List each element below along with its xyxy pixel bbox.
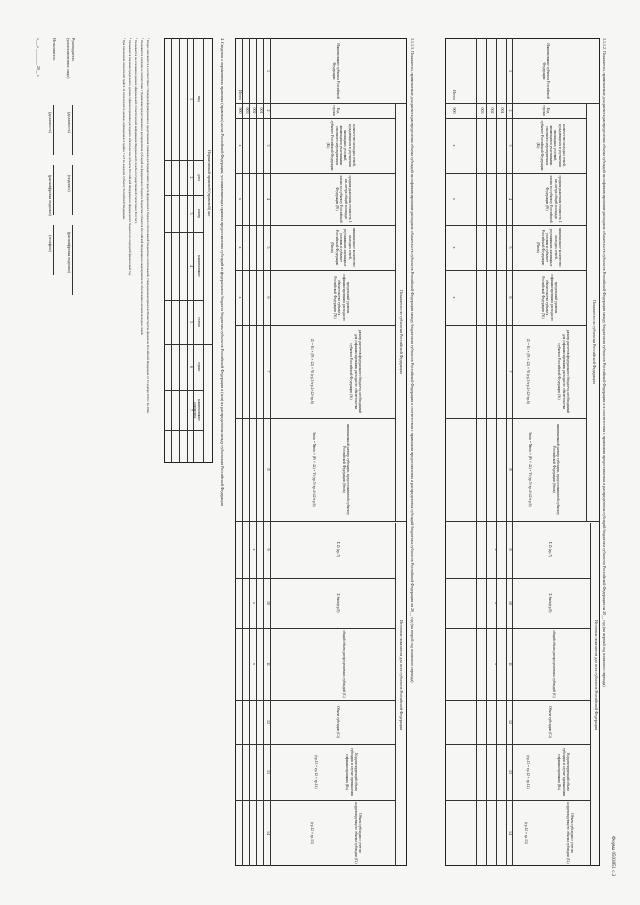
section4-col-name: наименование <box>197 255 201 277</box>
formula8-1: Smin = Nmin × (Pi × 42) × Yi (гр.5×гр.4×42×гр.6) <box>528 432 532 507</box>
col-code-2: Код строки <box>331 105 340 116</box>
row-code: 001 <box>500 107 505 114</box>
col6-1: предельный уровень софинансирования расходного обязательства субъекта Российской Федерации (Yi) <box>541 274 558 321</box>
sign-phone: (телефон) <box>48 235 53 252</box>
section4-col-law: статья <box>197 317 201 327</box>
formula13-2: (гр.13 = гр.12 × гр.14) <box>314 755 318 789</box>
col10-2: Σ Smin(гр.8) <box>336 593 340 613</box>
table-section2 <box>235 38 407 866</box>
total-label: Итого <box>452 89 457 101</box>
formula8-2: Smin = Nmin × (Pi × 42) × Yi (гр.5×гр.4×42×гр.6) <box>312 432 316 507</box>
col8-1: минимальный размер субсидии, предоставляемой субъекту Российской Федерации (Smin) <box>551 424 560 515</box>
col5-1: минимальное количество молодых семей, улучшивших жилищные условия в субъекте Российской Федерации (Nmin) <box>536 228 562 267</box>
total-code: 900 <box>452 107 457 114</box>
row-code: 003 <box>245 107 250 114</box>
footnote: ¹ Раздел заполняется в соответствии с Порядком формирования и представления главными распорядителями средств федерального бюджета обоснований бюджетных ассигнований, утвержденным приказом Министерства финансов Российской Федерации от 15 ноября 2016 г. № 209н. <box>146 38 150 414</box>
col9-1: Σ Zi (гр.7) <box>548 541 552 558</box>
col4-2: средняя рыночная стоимость 1 кв. метра общей площади жилья по субъекту Российской Федерации (Рi) <box>335 175 352 223</box>
total-code: 900 <box>238 107 243 114</box>
col11-2: общий объем распределяемых субсидий (С) <box>342 630 346 698</box>
col3-2: количество молодых семей, нуждающихся в улучшении жилищных условий, являющихся участниками основного мероприятия в субъекте Российской Федерации (Кi) <box>326 120 356 171</box>
col13-2: Корректирующий объем субсидии в случае превышения софинансирования (Кs) <box>345 747 358 797</box>
col14-2: Объем субсидии с учетом корректирующего объема субсидии (Сi) <box>353 802 362 864</box>
col14-1: Объем субсидии с учетом корректирующего объема субсидии (Сi) <box>565 802 574 864</box>
section4-col-article: пункт <box>197 362 201 372</box>
sign-name-2: (расшифровка подписи) <box>48 175 53 216</box>
col11-1: общий объем распределяемых субсидий (С) <box>552 630 556 698</box>
section4-col-date: дата <box>197 174 201 181</box>
section4-group-act: Нормативный правовой (правовой) акт <box>207 150 212 217</box>
row-code: 002 <box>252 107 257 114</box>
form-code: Форма 0503851 с.3 <box>610 836 615 877</box>
sign-role: (должность) <box>67 112 72 133</box>
col5-2: минимальное количество молодых семей, улучшивших жилищные условия в субъекте Российской Федерации (Nmin) <box>330 228 356 267</box>
section4-col-number: номер <box>197 208 201 219</box>
row-code: 003 <box>480 107 485 114</box>
total-label: Итого <box>238 89 243 101</box>
col3-1: количество молодых семей, нуждающихся в улучшении жилищных условий, являющихся участниками основного мероприятия в субъекте Российской Федерации (Кi) <box>536 120 566 171</box>
row-code: 002 <box>490 107 495 114</box>
col6-2: предельный уровень софинансирования расходного обязательства субъекта Российской Федерации (Yi) <box>333 274 350 321</box>
section4-title: 4. Сведения о нормативных правовых (правовых) актах Российской Федерации, устанавливающих правила предоставления субсидий из федерального бюджета бюджетам субъектов Российской Федерации и (или) их распределения между субъектами Российской Федерации <box>220 38 225 506</box>
formula13-1: (гр.13 = гр.12 × гр.14) <box>526 755 530 789</box>
col7-2: размер расчетов федерального бюджета, необходимый для софинансирования расходного обязательства субъекта Российской Федерации (Si) <box>349 329 362 414</box>
group-region-2: Показатели по субъектам Российской Федерации <box>399 290 404 374</box>
footnote: ⁵ При заполнении показателей граф 9-14 используются данные, приведенные в графах 7 и 8 по каждому субъекту Российской Федерации. <box>122 38 126 220</box>
sign-head-sub: (уполномоченное лицо) <box>66 38 71 79</box>
group-total-2: Итоговые показатели для всех субъектов Российской Федерации <box>399 620 404 730</box>
rotated-landscape-sheet: Форма 0503851 с.3 3.1.1.2. Показатели, применяемые для расчета распределения объема субсидий на софинансирование расходных обязательств субъектов Российской Федерации между бюджетами субъектов Российской Федерации и в соответствии с правилами предоставления и распределения субсидий бюджетам субъектов Российской Федерации на 20__ год (на первый год планового периода) Показатели по субъектам Российской Федерации Итоговые показатели для всех субъектов Российской Федерации Наименование субъекта Российской Федерации Код строки количество молодых семей, нуждающихся в улучшении жилищных условий, являющихся участниками основного мероприятия в субъекте Российской Федерации (Кi) средняя рыночная стоимость 1 кв. метра общей площади жилья по субъекту Российской Федерации (Рi) минимальное количество молодых семей, улучшивших жилищные условия в субъекте Российской Федерации (Nmin) предельный уровень софинансирования расходного обязательства субъекта Российской Федерации (Yi) размер расчетов федерального бюджета, необходимый для софинансирования расходного обязательства субъекта Российской Федерации (Si) Zi = Ki × (Pi × 42) × Yi (гр.3×гр.4×42×гр.6) минимальный размер субсидии, предоставляемой субъекту Российской Федерации (Smin) Smin = Nmin × (Pi × 42) × Yi (гр.5×гр.4×42×гр.6) Σ Zi (гр.7) Σ Smin(гр.8) общий объем распределяемых субсидий (С) Объем субсидии (Сi) Корректирующий объем субсидии в случае превышения софинансирования (Кs) (гр.13 = гр.12 × гр.14) Объем субсидии с учетом корректирующего объема субсидии (Сi) (гр.12 + гр.13) 1 2 3 4 5 6 7 8 9 10 11 12 13 14 001 002 003 Итого 900 x x x x x x x 3.1.1.3. Показатели, применяемые для расчета распределения объема субсидий на софинансирование расходных обязательств субъектов Российской Федерации между бюджетами субъектов Российской Федерации в соответствии с правилами предоставления и распределения субсидий бюджетам субъектов Российской Федерации на 20__ год (на второй год планового периода) Показатели по субъектам Российской Федерации Итоговые показатели для всех субъектов Российской Федерации Наименование субъекта Российской Федерации Код строки количество молодых семей, нуждающихся в улучшении жилищных условий, являющихся участниками основного мероприятия в субъекте Российской Федерации (Кi) средняя рыночная стоимость 1 кв. метра общей площади жилья по субъекту Российской Федерации (Рi) минимальное количество молодых семей, улучшивших жилищные условия в субъекте Российской Федерации (Nmin) предельный уровень софинансирования расходного обязательства субъекта Российской Федерации (Yi) размер расчетов федерального бюджета, необходимый для софинансирования расходного обязательства субъекта Российской Федерации (Si) Zi = Ki × (Pi × 42) × Yi (гр.3×гр.4×42×гр.6) минимальный размер субсидии, предоставляемой субъекту Российской Федерации (Smin) Smin = Nmin × (Pi × 42) × Yi (гр.5×гр.4×42×гр.6) Σ Zi (гр.7) Σ Smin(гр.8) общий объем распределяемых субсидий (С) Объем субсидии (Сi) Корректирующий объем субсидии в случае превышения софинансирования (Кs) (гр.13 = гр.12 × гр.14) Объем субсидии с учетом корректирующего объема субсидии (Сi) (гр.12 + гр.13) 1 2 3 4 5 6 7 8 9 10 11 12 13 14 001 002 003 Итого 900 x x x x x x x 4. Сведения о нормативных правовых (правовых) актах Российской Федерации, устанавливающих правила предоставления субсидий из федерального бюджета бюджетам субъектов Российской Федерации и (или) их распределения между субъектами Российской Федерации Нормативный правовой (правовой) акт вид дата номер наименование статья пункт наименование документа 1 2 3 4 5 6 7 Руководитель (уполномоченное лицо) (должность) (подпись) (расшифровка подписи) Исполнитель (должность) (расшифровка подписи) (телефон) «___» ________ 20__ г. ¹ Раздел заполняется в соответствии с Порядком формирования и представления главными распорядителями средств федерального бюджета обоснований бюджетных ассигнований, утвержденным приказом Министерства финансов Российской Федерации от 15 ноября 2016 г. № 209н. ² Указывается значение в соответствии с Правилами предоставления и распределения субсидий из федерального бюджета бюджетам субъектов Российской Федерации на мероприятия по обеспечению жильем молодых семей. ³ Указывается на основании данных официальной статистической информации Федеральной службы государственной статистики (Росстат). ⁴ Указывается значение предельного уровня софинансирования расходного обязательства субъекта Российской Федерации из федерального бюджета на очередной финансовый год. ⁵ При заполнении показателей граф 9-14 используются данные, приведенные в графах 7 и 8 по каждому субъекту Российской Федерации. <box>36 38 615 877</box>
formula14-2: (гр.12 + гр.13) <box>310 822 314 844</box>
footnote: ³ Указывается на основании данных официальной статистической информации Федеральной службы государственной статистики (Росстат). <box>134 38 138 224</box>
table-section1 <box>445 38 600 866</box>
sign-executor: Исполнитель <box>52 38 57 61</box>
footnote: ⁴ Указывается значение предельного уровня софинансирования расходного обязательства субъекта Российской Федерации из федерального бюджета на очередной финансовый год. <box>128 38 132 276</box>
formula14-1: (гр.12 + гр.13) <box>524 822 528 844</box>
section1-title: 3.1.1.2. Показатели, применяемые для расчета распределения объема субсидий на софинансирование расходных обязательств субъектов Российской Федерации между бюджетами субъектов Российской Федерации и в соответствии с правилами предоставления и распределения субсидий бюджетам субъектов Российской Федерации на 20__ год (на первый год планового периода) <box>602 38 607 687</box>
col13-1: Корректирующий объем субсидии в случае превышения софинансирования (Кs) <box>557 747 570 797</box>
row-code: 001 <box>259 107 264 114</box>
sign-role-2: (должность) <box>48 112 53 133</box>
footnote: ² Указывается значение в соответствии с Правилами предоставления и распределения субсидий из федерального бюджета бюджетам субъектов Российской Федерации на мероприятия по обеспечению жильем молодых семей. <box>140 38 144 336</box>
col7-1: размер расчетов федерального бюджета, необходимый для софинансирования расходного обязательства субъекта Российской Федерации (Si) <box>557 329 570 414</box>
section2-title: 3.1.1.3. Показатели, применяемые для расчета распределения объема субсидий на софинансирование расходных обязательств субъектов Российской Федерации между бюджетами субъектов Российской Федерации в соответствии с правилами предоставления и распределения субсидий бюджетам субъектов Российской Федерации на 20__ год (на второй год планового периода) <box>410 38 415 683</box>
section4-col-link: наименование документа <box>192 399 201 421</box>
col8-2: минимальный размер субсидии, предоставляемой субъекту Российской Федерации (Smin) <box>341 424 350 515</box>
sign-signature: (подпись) <box>67 175 72 192</box>
col10-1: Σ Smin(гр.8) <box>548 593 552 613</box>
group-region-1: Показатели по субъектам Российской Федерации <box>592 300 597 384</box>
group-total-1: Итоговые показатели для всех субъектов Российской Федерации <box>594 620 599 730</box>
col-region-2: Наименование субъекта Российской Федерации <box>331 43 340 99</box>
section4-col-kind: вид <box>197 96 201 102</box>
formula7-1: Zi = Ki × (Pi × 42) × Yi (гр.3×гр.4×42×гр.6) <box>526 338 530 405</box>
formula7-2: Zi = Ki × (Pi × 42) × Yi (гр.3×гр.4×42×гр.6) <box>310 338 314 405</box>
col-code-1: Код строки <box>541 105 550 116</box>
col12-2: Объем субсидии (Сi) <box>336 706 340 738</box>
sign-head: Руководитель <box>71 38 76 62</box>
col4-1: средняя рыночная стоимость 1 кв. метра общей площади жилья по субъекту Российской Федерации (Рi) <box>545 175 562 223</box>
sign-date: «___» ________ 20__ г. <box>36 38 41 78</box>
col9-2: Σ Zi (гр.7) <box>336 541 340 558</box>
col-region-1: Наименование субъекта Российской Федерации <box>541 43 550 99</box>
col12-1: Объем субсидии (Сi) <box>548 706 552 738</box>
sign-name: (расшифровка подписи) <box>67 232 72 273</box>
